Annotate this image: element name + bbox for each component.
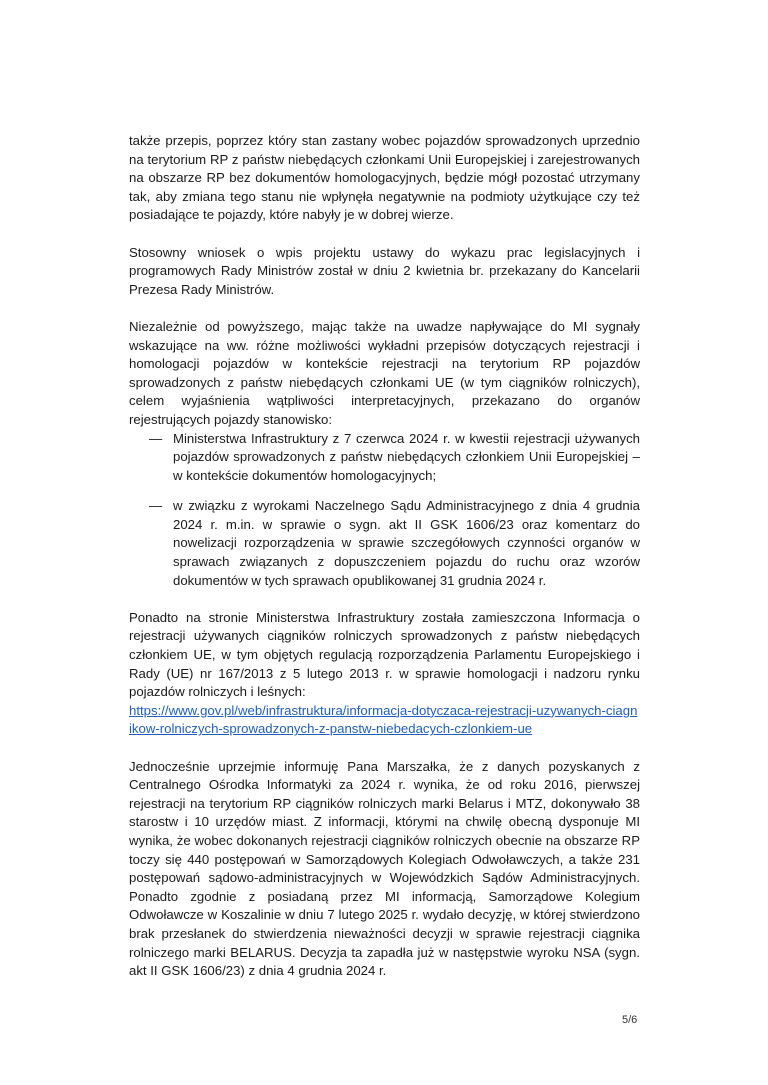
paragraph-exemption-provision: także przepis, poprzez który stan zastany wobec pojazdów sprowadzonych uprzednio na terytorium RP z państw niebędących członkami Unii Europejskiej i zarejestrowanych na obszarze RP bez dokumentów homologacyjnych, będzie mógł pozostać utrzymany tak, aby zmiana tego stanu nie wpłynęła negatywnie na podmioty użytkujące czy też posiadające te pojazdy, które nabyły je w dobrej wierze. [129,133,640,223]
paragraph-legislative-request: Stosowny wniosek o wpis projektu ustawy do wykazu prac legislacyjnych i programowych Rady Ministrów został w dniu 2 kwietnia br. przekazany do Kancelarii Prezesa Rady Ministrów. [129,244,640,297]
paragraph-registration-statistics: Jednocześnie uprzejmie informuję Pana Marszałka, że z danych pozyskanych z Centralnego Ośrodka Informatyki za 2024 r. wynika, że od roku 2016, pierwszej rejestracji na terytorium RP ciągników rolniczych marki Belarus i MTZ, dokonywało 38 starostw i 10 urzędów miast. Z informacji, którymi na chwilę obecną dysponuje MI wynika, że wobec dokonanych rejestracji ciągników rolniczych obecnie na obszarze RP toczy się 440 postępowań w Samorządowych Kolegiach Odwoławczych, a także 231 postępowań sądowo-administracyjnych w Wojewódzkich Sądów Administracyjnych. Ponadto zgodnie z posiadaną przez MI informacją, Samorządowe Kolegium Odwoławcze w Koszalinie w dniu 7 lutego 2025 r. wydało decyzję, w której stwierdzono brak przesłanek do stwierdzenia nieważności decyzji w sprawie rejestracji ciągnika rolniczego marki BELARUS. Decyzja ta zapadła już w następstwie wyroku NSA (sygn. akt II GSK 1606/23) z dnia 4 grudnia 2024 r. [129,758,640,979]
list-item-text: w związku z wyrokami Naczelnego Sądu Administracyjnego z dnia 4 grudnia 2024 r. m.in. w sprawie o sygn. akt II GSK 1606/23 oraz komentarz do nowelizacji rozporządzenia w sprawie szczegółowych czynności organów w sprawach związanych z dopuszczeniem pojazdu do ruchu oraz wzorów dokumentów w tych sprawach opublikowanej 31 grudnia 2024 r. [173,498,640,588]
list-item [129,497,640,590]
dash-bullet-icon: — [149,430,163,446]
paragraph-interpretation-position: Niezależnie od powyższego, mając także na uwadze napływające do MI sygnały wskazujące na ww. różne możliwości wykładni przepisów dotyczących rejestracji i homologacji pojazdów w kontekście rejestracji na terytorium RP pojazdów sprowadzonych z państw niebędących członkami UE (w tym ciągników rolniczych), celem wyjaśnienia wątpliwości interpretacyjnych, przekazano do organów rejestrujących pojazdy stanowisko: [129,318,640,427]
list-item-text: Ministerstwa Infrastruktury z 7 czerwca 2024 r. w kwestii rejestracji używanych pojazdów sprowadzonych z państw niebędących członkiem Unii Europejskiej – w kontekście dokumentów homologacyjnych; [173,430,640,483]
gov-info-link[interactable]: https://www.gov.pl/web/infrastruktura/informacja-dotyczaca-rejestracji-uzywanych-ciagnikow-rolniczych-sprowadzonych-z-panstw-niebedacych-czlonkiem-ue [129,702,638,737]
paragraph-ministry-information: Ponadto na stronie Ministerstwa Infrastruktury została zamieszczona Informacja o rejestracji używanych ciągników rolniczych sprowadzonych z państw niebędących członkiem UE, w tym objętych regulacją rozporządzenia Parlamentu Europejskiego i Rady (UE) nr 167/2013 z 5 lutego 2013 r. w sprawie homologacji i nadzoru rynku pojazdów rolniczych i leśnych: [129,609,640,700]
list-item [129,430,640,486]
page-number: 5/6 [622,1014,638,1026]
link-paragraph [129,702,640,739]
document-body [129,132,640,999]
position-list [129,430,640,591]
dash-bullet-icon: — [149,498,163,514]
